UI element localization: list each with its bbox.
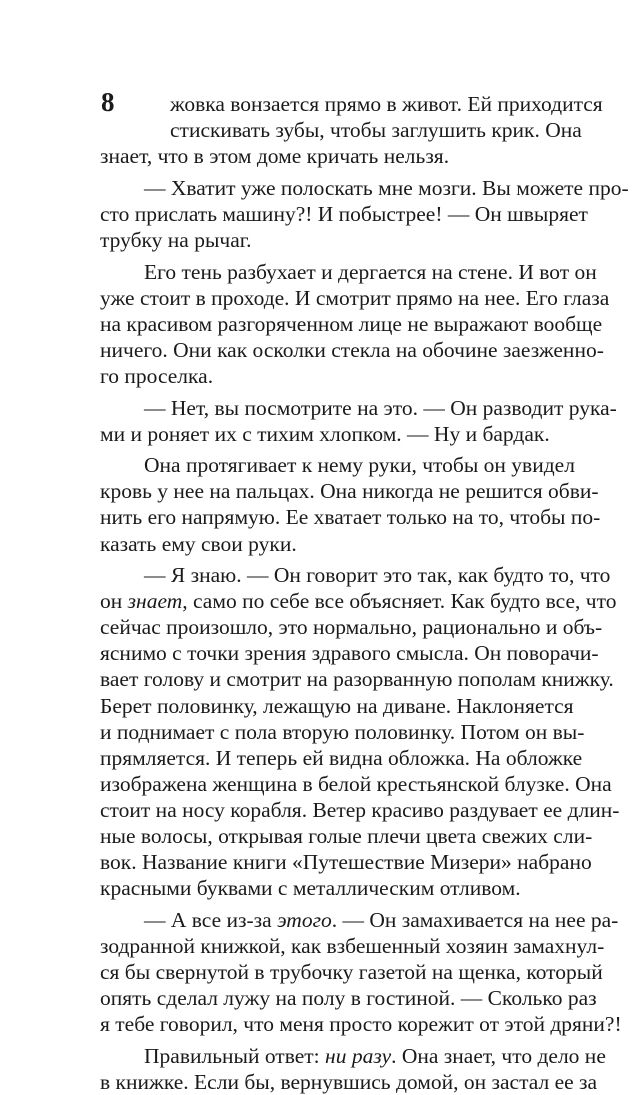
text-span: Его тень разбухает и дергается на стене. И вот он: [144, 259, 597, 284]
text-span: го проселка.: [100, 363, 214, 388]
text-span: красными буквами с металлическим отливом.: [100, 876, 521, 901]
text-span: . — Он замахивается на нее ра-: [331, 907, 619, 932]
text-span: нить его напрямую. Ее хватает только на то, чтобы по-: [100, 505, 601, 530]
text-line: [100, 797, 620, 823]
text-span: яснимо с точки зрения здравого смысла. Он поворачи-: [100, 641, 599, 666]
text-line: [100, 588, 617, 614]
text-line: [100, 771, 612, 797]
text-line: [100, 452, 575, 478]
text-span: зодранной книжкой, как взбешенный хозяин замахнул-: [100, 933, 605, 958]
text-span: ничего. Они как осколки стекла на обочине заезженно-: [100, 337, 604, 362]
text-span: я тебе говорил, что меня просто корежит от этой дряни?!: [100, 1012, 622, 1037]
text-span: — Хватит уже полоскать мне мозги. Вы можете про-: [144, 175, 629, 200]
text-span: и поднимает с пола вторую половинку. Потом он вы-: [100, 719, 585, 744]
text-line: [100, 666, 614, 692]
text-span: Берет половинку, лежащую на диване. Наклоняется: [100, 693, 574, 718]
text-span: сто прислать машину?! И побыстрее! — Он швыряет: [100, 201, 588, 226]
text-line: [100, 562, 611, 588]
text-line: [100, 1043, 606, 1069]
text-line: [100, 227, 556, 253]
text-span: жовка вонзается прямо в живот. Ей приходится: [170, 92, 603, 116]
text-line: [100, 478, 599, 504]
text-span: вок. Название книги «Путешествие Мизери» набрано: [100, 850, 592, 875]
text-span: кровь у нее на пальцах. Она никогда не решится обви-: [100, 479, 599, 504]
text-span: Она протягивает к нему руки, чтобы он увидел: [144, 453, 575, 478]
text-line: [100, 849, 592, 875]
text-span: трубку на рычаг.: [100, 227, 252, 252]
text-span: сейчас произошло, это нормально, рационально и объ-: [100, 615, 603, 640]
text-line: [100, 823, 593, 849]
text-line: [100, 285, 610, 311]
text-line: [100, 907, 619, 933]
text-line: [100, 959, 603, 985]
text-span: изображена женщина в белой крестьянской блузке. Она: [100, 771, 612, 796]
text-line: [100, 531, 556, 557]
text-span: казать ему свои руки.: [100, 531, 297, 556]
text-line: [100, 985, 597, 1011]
text-line: [100, 1069, 598, 1095]
text-line: [100, 875, 556, 901]
text-span: прямляется. И теперь ей видна обложка. На обложке: [100, 745, 583, 770]
text-line: [100, 504, 601, 530]
text-span: он: [100, 589, 128, 614]
text-line: [100, 693, 574, 719]
text-span: стоит на носу корабля. Ветер красиво раздувает ее длин-: [100, 797, 620, 822]
text-span: — А все из-за: [144, 907, 278, 932]
text-span: уже стоит в проходе. И смотрит прямо на нее. Его глаза: [100, 285, 610, 310]
page-body-text: [100, 87, 629, 1095]
text-span: — Я знаю. — Он говорит это так, как будто то, что: [144, 563, 611, 588]
page-number: 8: [101, 87, 115, 117]
italic-text: ни разу: [325, 1043, 392, 1068]
text-line: [100, 640, 599, 666]
text-line: [100, 395, 617, 421]
text-span: , само по себе все объясняет. Как будто все, что: [182, 589, 617, 614]
text-line: [100, 337, 604, 363]
text-line: [100, 117, 582, 143]
text-span: — Нет, вы посмотрите на это. — Он разводит рука-: [144, 395, 617, 420]
text-span: вает голову и смотрит на разорванную пополам книжку.: [100, 667, 614, 692]
text-line: [100, 87, 603, 117]
text-line: [100, 745, 583, 771]
text-line: [100, 201, 588, 227]
text-line: [100, 363, 556, 389]
text-span: в книжке. Если бы, вернувшись домой, он застал ее за: [100, 1069, 598, 1094]
text-span: стискивать зубы, чтобы заглушить крик. Она: [170, 118, 582, 143]
text-line: [100, 175, 629, 201]
text-line: [100, 143, 556, 169]
text-line: [100, 614, 603, 640]
text-span: ные волосы, открывая голые плечи цвета свежих сли-: [100, 824, 593, 849]
text-span: Правильный ответ:: [144, 1043, 326, 1068]
text-span: ся бы свернутой в трубочку газетой на щенка, который: [100, 960, 603, 984]
italic-text: этого: [277, 907, 332, 932]
text-line: [100, 933, 605, 959]
text-line: [100, 259, 597, 285]
text-line: [100, 1011, 622, 1037]
text-span: знает, что в этом доме кричать нельзя.: [100, 144, 450, 169]
text-line: [100, 719, 585, 745]
text-line: [100, 421, 556, 447]
italic-text: знает: [127, 589, 183, 614]
text-span: опять сделал лужу на полу в гостиной. — Сколько раз: [100, 986, 597, 1011]
text-span: ми и роняет их с тихим хлопком. — Ну и бардак.: [100, 421, 550, 446]
text-line: [100, 311, 603, 337]
text-span: . Она знает, что дело не: [391, 1043, 606, 1068]
text-span: на красивом разгоряченном лице не выражают вообще: [100, 311, 603, 336]
